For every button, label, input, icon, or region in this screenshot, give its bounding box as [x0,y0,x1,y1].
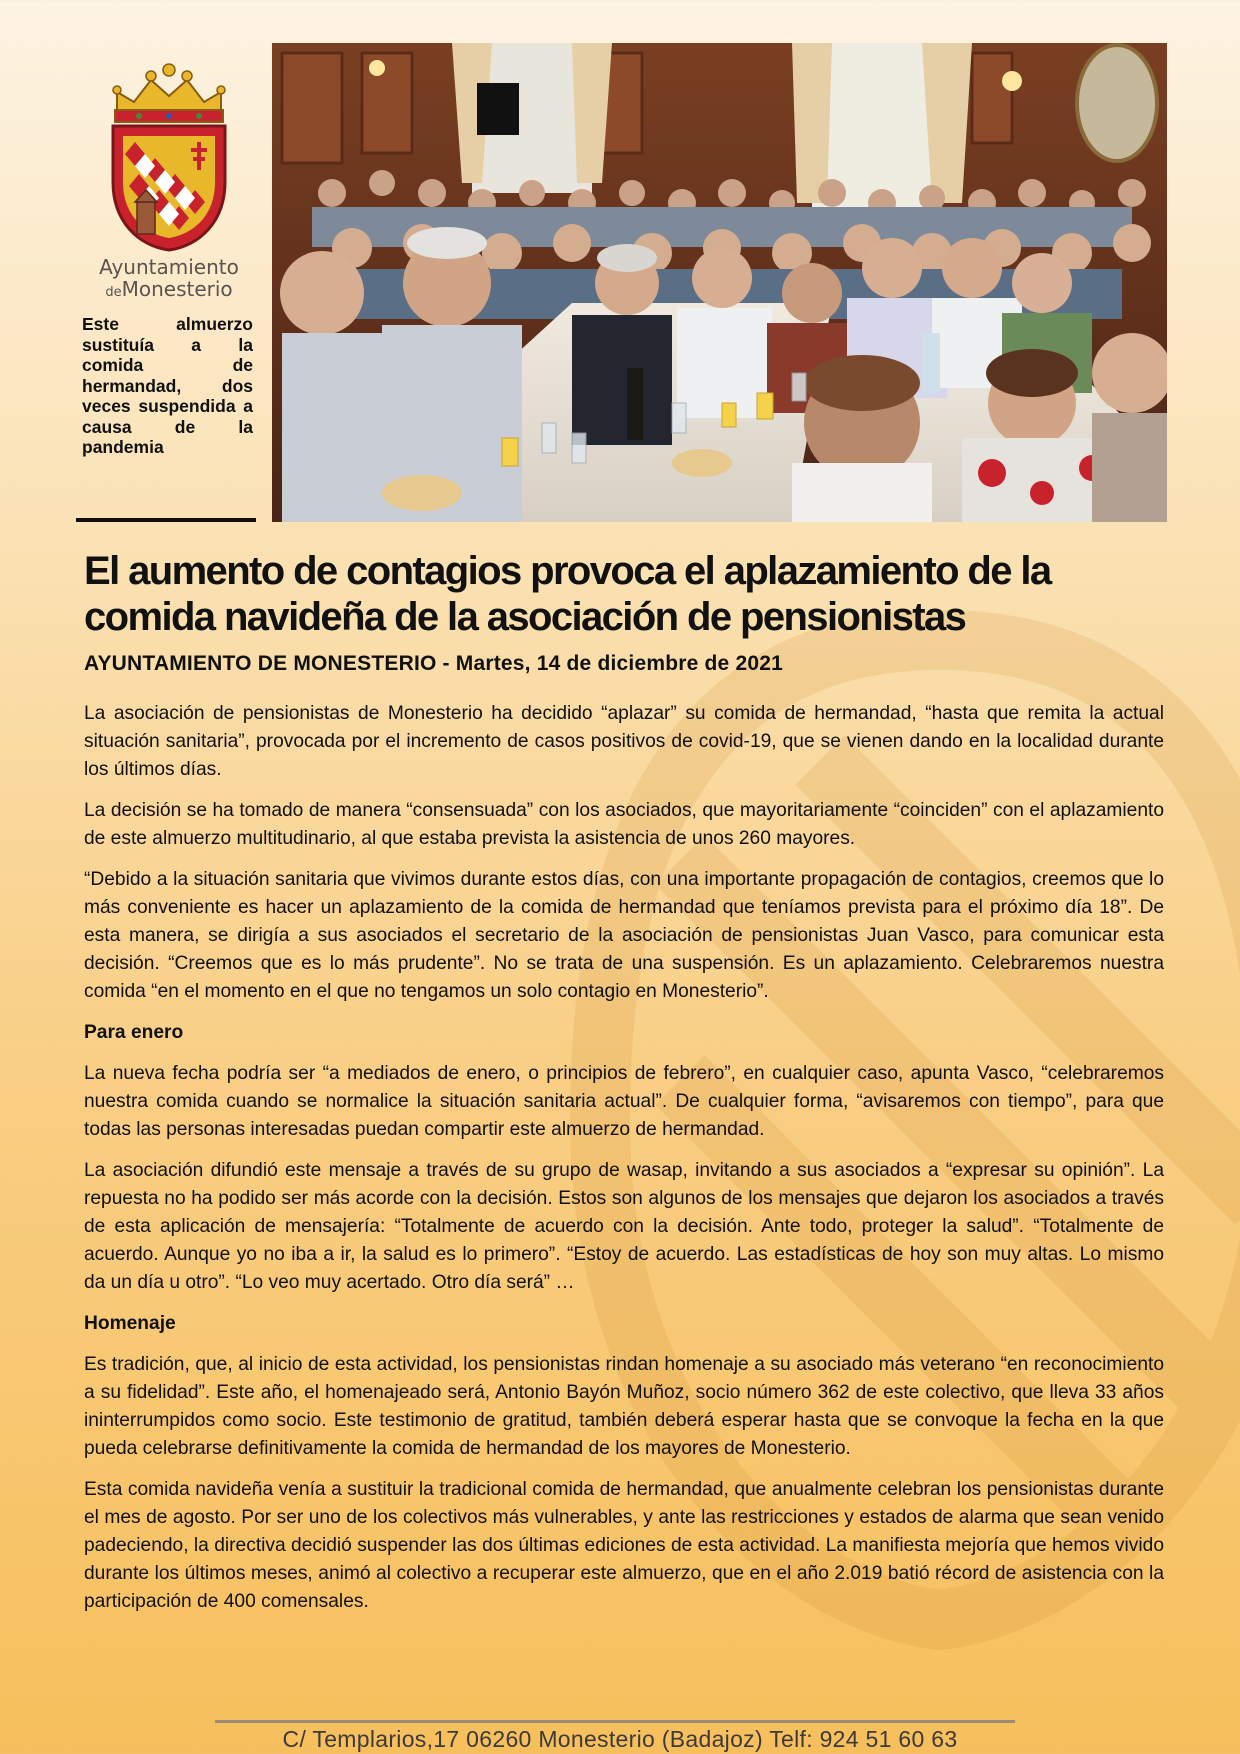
coat-of-arms-icon [99,62,239,252]
article-body [84,700,1164,1629]
logo-wordmark [86,256,252,304]
logo-line-2-prefix: de [105,285,122,300]
logo-line-2-main: Monesterio [121,277,233,301]
caption-divider [76,518,256,522]
crown-icon [113,64,225,122]
banquet-photo [272,43,1167,522]
article-headline: El aumento de contagios provoca el aplazamiento de la comida navideña de la asociación de pensionistas [84,549,1051,639]
footer-divider [215,1720,1015,1723]
logo-line-1: Ayuntamiento [99,255,239,279]
paragraph-4: La nueva fecha podría ser “a mediados de enero, o principios de febrero”, en cualquier caso, apunta Vasco, “celebraremos nuestra comida cuando se normalice la situación sanitaria actual”. De cualquier forma, “avisaremos con tiempo”, para que todas las personas interesadas puedan compartir este almuerzo de hermandad. [84,1063,1164,1140]
paragraph-5: La asociación difundió este mensaje a través de su grupo de wasap, invitando a sus asociados a “expresar su opinión”. La repuesta no ha podido ser más acorde con la decisión. Estos son algunos de los mensajes que dejaron los asociados a través de esta aplicación de mensajería: “Totalmente de acuerdo con la decisión. Ante todo, proteger la salud”. “Totalmente de acuerdo. Aunque yo no iba a ir, la salud es lo primero”. “Estoy de acuerdo. Las estadísticas de hoy son muy altas. Lo mismo da un día u otro”. “Lo veo muy acertado. Otro día será” … [84,1160,1164,1293]
subheading-homenaje: Homenaje [84,1313,176,1334]
paragraph-1: La asociación de pensionistas de Monesterio ha decidido “aplazar” su comida de hermandad, “hasta que remita la actual situación sanitaria”, provocada por el incremento de casos positivos de covid-19, que se vienen dando en la localidad durante los últimos días. [84,703,1164,780]
paragraph-7: Esta comida navideña venía a sustituir la tradicional comida de hermandad, que anualmente celebran los pensionistas durante el mes de agosto. Por ser uno de los colectivos más vulnerables, y ante las restricciones y estados de alarma que sean venido padeciendo, la directiva decidió suspender las dos últimas ediciones de esta actividad. La manifiesta mejoría que hemos vivido durante los últimos meses, animó al colectivo a recuperar este almuerzo, que en el año 2.019 batió récord de asistencia con la participación de 400 comensales. [84,1479,1164,1612]
photo-caption: Este almuerzo sustituía a la comida de hermandad, dos veces suspendida a causa de la pandemia [82,314,253,457]
paragraph-6: Es tradición, que, al inicio de esta actividad, los pensionistas rindan homenaje a su asociado más veterano “en reconocimiento a su fidelidad”. Este año, el homenajeado será, Antonio Bayón Muñoz, socio número 362 de este colectivo, que lleva 33 años ininterrumpidos como socio. Este testimonio de gratitud, también deberá esperar hasta que se convoque la fecha en la que pueda celebrarse definitivamente la comida de hermandad de los mayores de Monesterio. [84,1354,1164,1459]
logo-line-2 [86,278,252,304]
paragraph-3: “Debido a la situación sanitaria que vivimos durante estos días, con una importante propagación de contagios, creemos que lo más conveniente es hacer un aplazamiento de la comida de hermandad que teníamos prevista para el próximo día 18”. De esta manera, se dirigía a sus asociados el secretario de la asociación de pensionistas Juan Vasco, para comunicar esta decisión. “Creemos que es lo más prudente”. No se trata de una suspensión. Es un aplazamiento. Celebraremos nuestra comida “en el momento en el que no tengamos un solo contagio en Monesterio”. [84,869,1164,1002]
paragraph-2: La decisión se ha tomado de manera “consensuada” con los asociados, que mayoritariamente “coinciden” con el aplazamiento de este almuerzo multitudinario, al que estaba prevista la asistencia de unos 260 mayores. [84,800,1164,849]
banquet-photo-image [272,43,1167,522]
subheading-para-enero: Para enero [84,1022,184,1043]
article-byline: AYUNTAMIENTO DE MONESTERIO - Martes, 14 de diciembre de 2021 [84,652,783,675]
municipal-logo [86,62,252,304]
shield-icon [113,126,225,250]
footer-address: C/ Templarios,17 06260 Monesterio (Badajoz) Telf: 924 51 60 63 [282,1726,958,1752]
